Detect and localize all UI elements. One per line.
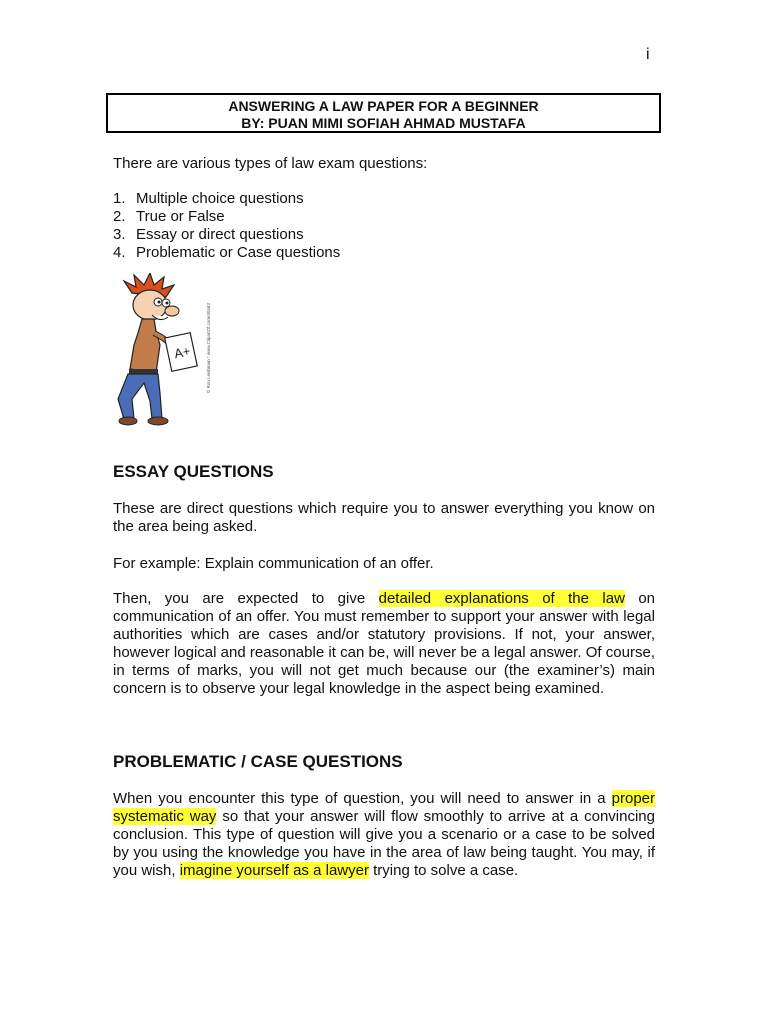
question-type-list (113, 190, 340, 262)
highlighted-text: imagine yourself as a lawyer (179, 862, 369, 879)
essay-example: For example: Explain communication of an offer. (113, 555, 434, 572)
list-item: 1. Multiple choice questions (113, 190, 304, 207)
cartoon-student-illustration (104, 273, 216, 427)
essay-paragraph-3: Then, you are expected to give detailed explanations of the law on communication of an offer. You must remember to support your answer with legal authorities which are cases and/or statutory provisions. If not, your answer, however logical and reasonable it can be, will never be a legal answer. Of course, in terms of marks, you will not get much because our (the examiner’s) main concern is to observe your legal knowledge in the aspect being examined. (113, 590, 656, 697)
essay-paragraph-1: These are direct questions which require you to answer everything you know on the area being asked. (113, 500, 655, 535)
problematic-paragraph: When you encounter this type of question, you will need to answer in a proper systematic way so that your answer will flow smoothly to arrive at a convincing conclusion. This type of question will give you a scenario or a case to be solved by you using the knowledge you have in the area of law being taught. You may, if you wish, imagine yourself as a lawyer trying to solve a case. (113, 790, 655, 879)
list-item: 2. True or False (113, 208, 225, 225)
list-item: 3. Essay or direct questions (113, 226, 304, 243)
essay-heading: ESSAY QUESTIONS (113, 462, 274, 481)
title-box (106, 93, 661, 133)
illustration-credit: © Ron Leishman * www.ClipartOf.com/40463 (206, 303, 211, 393)
highlighted-text: detailed explanations of the law (378, 590, 625, 607)
grade-text: A+ (172, 343, 192, 362)
intro-text: There are various types of law exam questions: (113, 155, 428, 172)
highlighted-text: proper systematic way (113, 790, 655, 825)
document-author: BY: PUAN MIMI SOFIAH AHMAD MUSTAFA (241, 115, 526, 131)
document-title: ANSWERING A LAW PAPER FOR A BEGINNER (228, 98, 539, 114)
problematic-heading: PROBLEMATIC / CASE QUESTIONS (113, 752, 403, 771)
list-item: 4. Problematic or Case questions (113, 244, 341, 261)
page-number: i (646, 46, 650, 63)
